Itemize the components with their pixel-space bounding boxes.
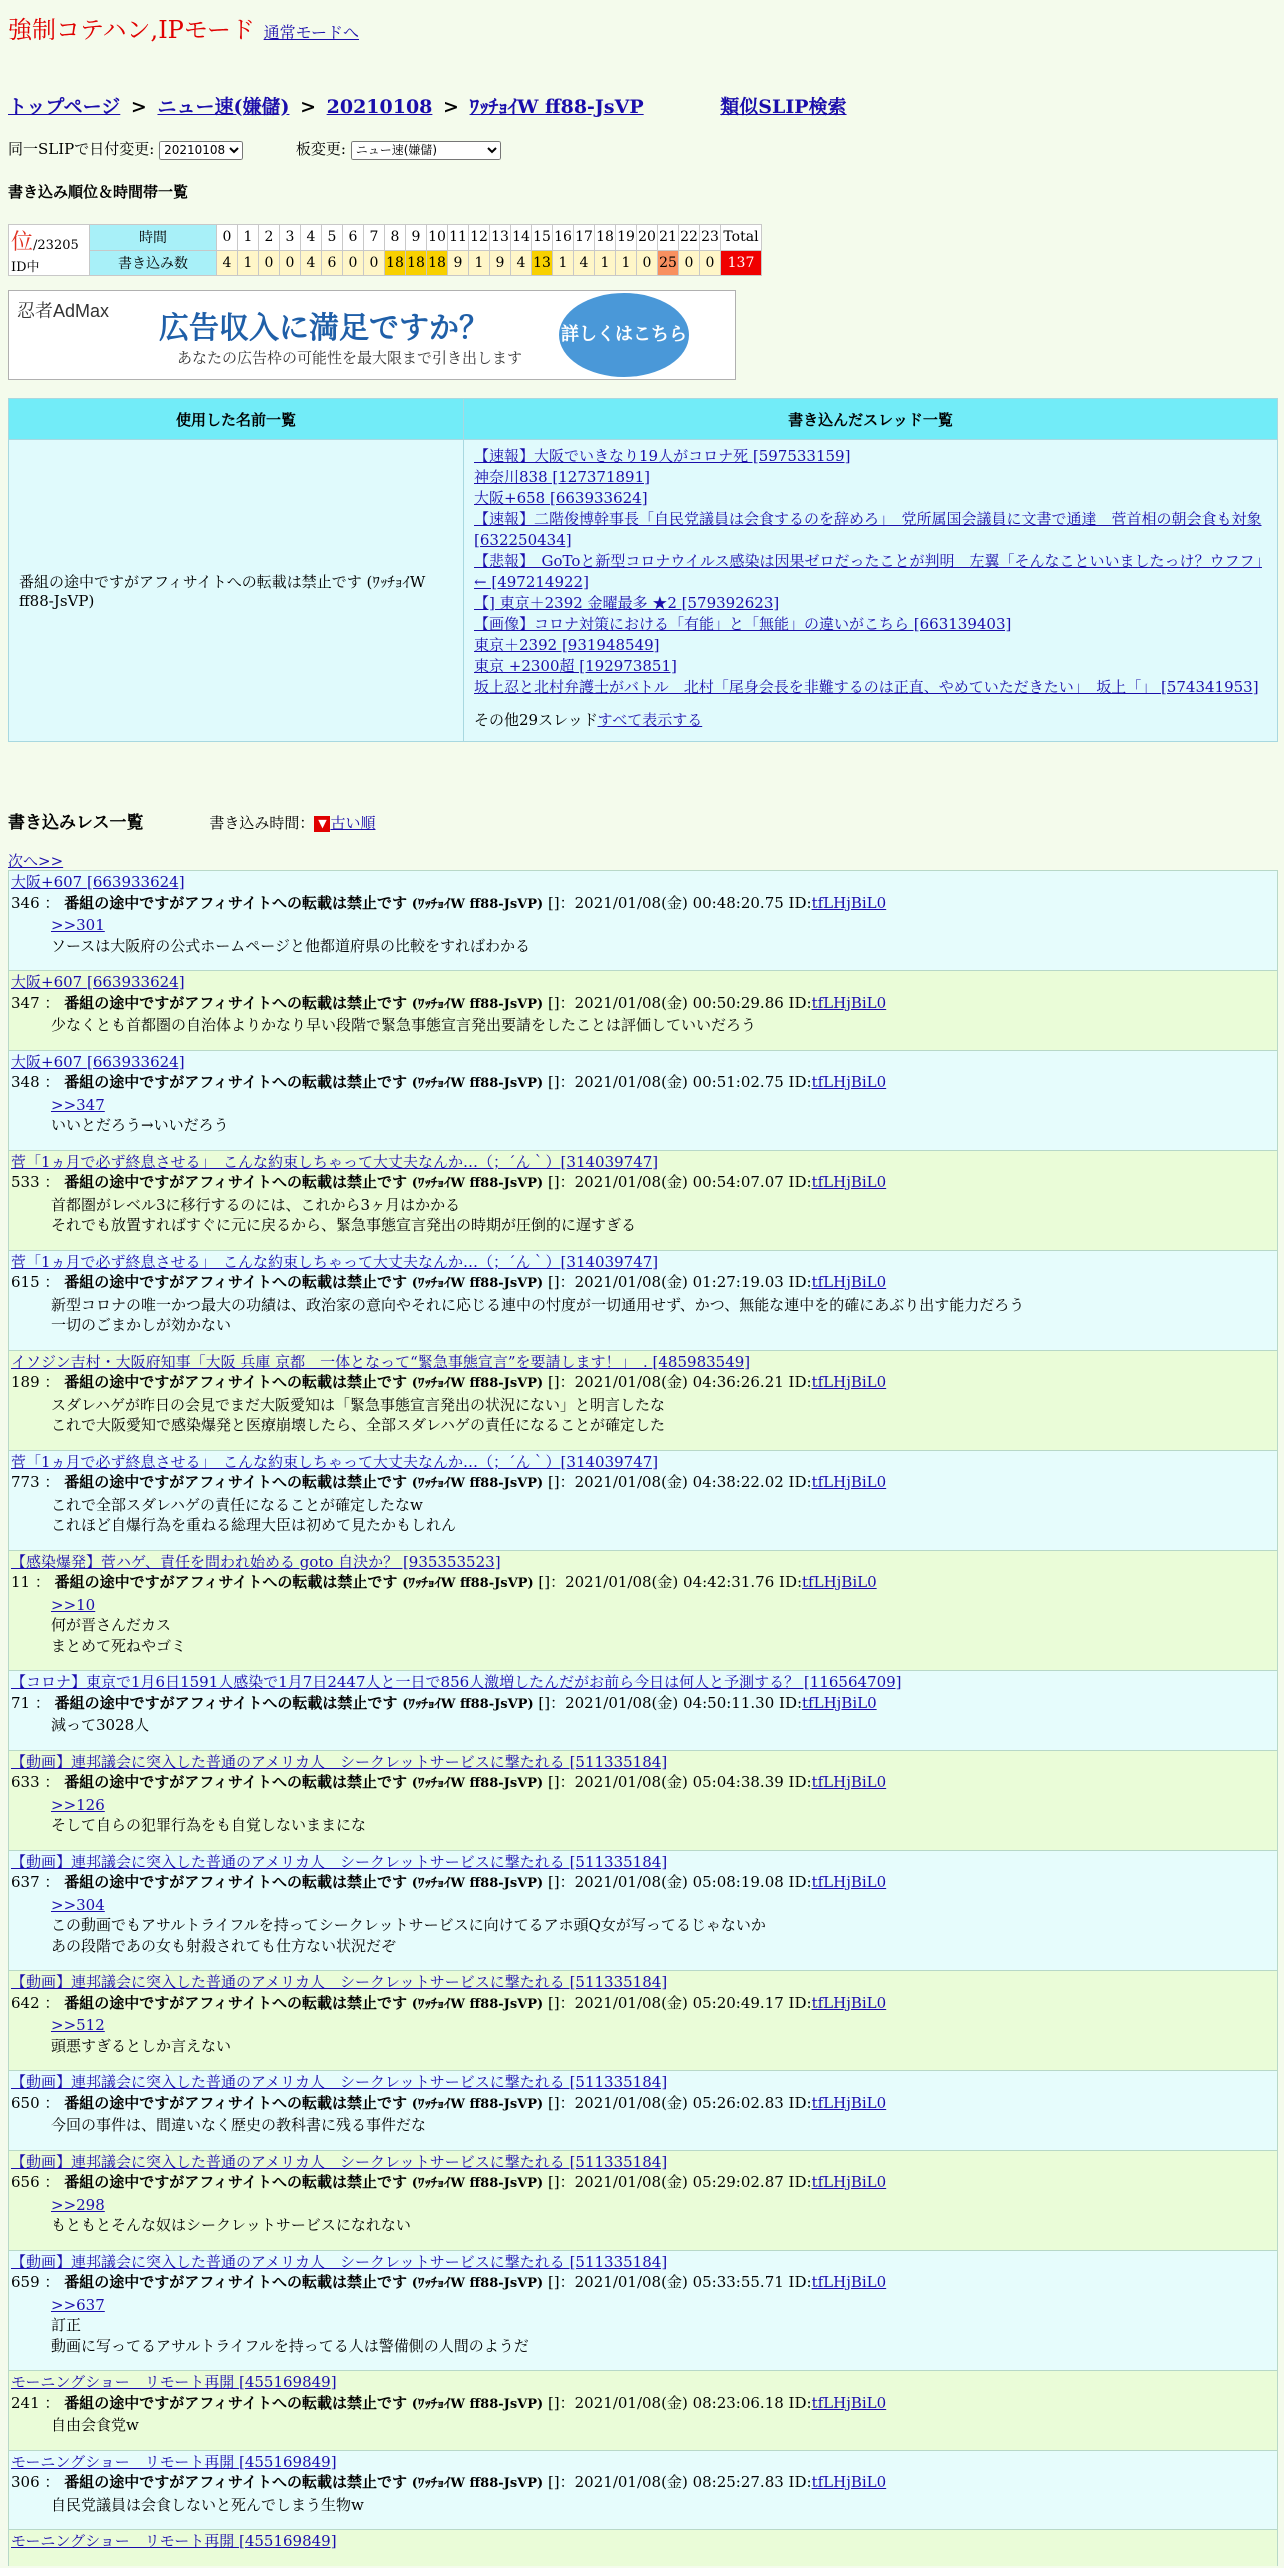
post-meta: 656 ： 番組の途中ですがアフィサイトへの転載は禁止です (ﾜｯﾁｮｲW ff88-JsVP) []：2021/01/08(金) 05:29:02.87 ID:tfLHjBiL0 [11,2173,887,2191]
threads-column-header: 書き込んだスレッド一覧 [464,399,1278,440]
post-thread-link[interactable]: 【動画】連邦議会に突入した普通のアメリカ人 シークレットサービスに撃たれる [511335184] [11,2252,668,2271]
post-line: 今回の事件は、間違いなく歴史の教科書に残る事件だな [51,2116,427,2134]
hour-cell: 13 [490,225,511,251]
hour-cell: 15 [532,225,553,251]
post-date: []：2021/01/08(金) 04:38:22.02 ID: [547,1473,812,1491]
post-date: []：2021/01/08(金) 04:50:11.30 ID: [538,1693,803,1712]
post-line: 少なくとも首都圏の自治体よりかなり早い段階で緊急事態宣言発出要請をしたことは評価していいだろう [51,1016,757,1034]
post-meta: 642 ： 番組の途中ですがアフィサイトへの転載は禁止です (ﾜｯﾁｮｲW ff88-JsVP) []：2021/01/08(金) 05:20:49.17 ID:tfLHjBiL0 [11,1993,887,2012]
post-number: 773 [11,1473,40,1491]
posts-list [8,870,1278,2566]
post-item [8,2150,1278,2250]
post-line: 自由会食党w [51,2416,139,2434]
post-author-name: 番組の途中ですがアフィサイトへの転載は禁止です [54,1573,398,1591]
sort-order-label: 書き込み時間： [209,814,315,832]
breadcrumb-board[interactable]: ニュー速(嫌儲) [157,96,290,118]
post-line: そして自らの犯罪行為をも自覚しないままにな [51,1816,367,1834]
post-line: この動画でもアサルトライフルを持ってシークレットサービスに向けてるアホ頭Q女が写ってるじゃないか [51,1916,766,1934]
post-number: 659 [11,2273,40,2291]
post-meta: 659 ： 番組の途中ですがアフィサイトへの転載は禁止です (ﾜｯﾁｮｲW ff88-JsVP) []：2021/01/08(金) 05:33:55.71 ID:tfLHjBiL0 [11,2273,887,2291]
post-body [11,2295,1275,2357]
post-body [11,2495,1275,2516]
rank-icon: 位 [11,230,34,255]
post-body [11,1795,1275,1836]
hour-cell: 21 [658,225,679,251]
post-date: []：2021/01/08(金) 05:20:49.17 ID: [547,1993,812,2012]
hour-cell: 20 [637,225,658,251]
post-body [11,1715,1275,1736]
post-thread-link[interactable]: 大阪+607 [663933624] [11,973,185,991]
reply-anchor-link[interactable]: >>126 [51,1795,105,1814]
post-trip: (ﾜｯﾁｮｲW ff88-JsVP) [411,2396,544,2412]
post-number: 642 [11,1993,40,2012]
hour-cell: 17 [574,225,595,251]
post-item [8,2250,1278,2371]
breadcrumb [8,92,847,119]
post-date: []：2021/01/08(金) 05:26:02.83 ID: [547,2093,812,2112]
post-trip: (ﾜｯﾁｮｲW ff88-JsVP) [411,1776,544,1791]
post-id-link[interactable]: tfLHjBiL0 [811,2473,887,2491]
post-id-link[interactable]: tfLHjBiL0 [811,893,887,912]
post-thread-link[interactable]: 【動画】連邦議会に突入した普通のアメリカ人 シークレットサービスに撃たれる [511335184] [11,1973,668,1991]
breadcrumb-separator: > [443,96,459,118]
post-trip: (ﾜｯﾁｮｲW ff88-JsVP) [411,1176,544,1191]
post-line: あの段階であの女も射殺されても仕方ない状況だぞ [51,1936,397,1955]
count-cell: 6 [322,250,343,276]
next-page-link[interactable]: 次へ>> [8,852,64,870]
hour-cell: 9 [406,225,427,251]
post-trip: (ﾜｯﾁｮｲW ff88-JsVP) [411,996,544,1012]
post-thread-link[interactable]: イソジン吉村・大阪府知事「大阪 兵庫 京都 一体となって“緊急事態宣言”を要請します！」 . [485983549] [11,1352,751,1371]
post-date: []：2021/01/08(金) 05:08:19.08 ID: [547,1873,812,1891]
post-number: 615 [11,1273,40,1291]
post-line: 自民党議員は会食しないと死んでしまう生物w [51,2495,364,2514]
post-thread-link[interactable]: 菅「1ヵ月で必ず終息させる」 こんな約束しちゃって大丈夫なんか…（；´ん｀）[314039747] [11,1452,659,1471]
count-cell: 0 [280,250,301,276]
count-cell: 18 [406,250,427,276]
post-meta: 348 ： 番組の途中ですがアフィサイトへの転載は禁止です (ﾜｯﾁｮｲW ff88-JsVP) []：2021/01/08(金) 00:51:02.75 ID:tfLHjBiL0 [11,1073,887,1091]
post-trip: (ﾜｯﾁｮｲW ff88-JsVP) [411,1476,544,1491]
names-threads-table [8,398,1278,742]
post-item [8,1850,1278,1971]
hour-cell: 19 [616,225,637,251]
ad-banner[interactable] [8,290,736,380]
rank-cell [9,225,90,276]
count-cell: 4 [574,250,595,276]
post-trip: (ﾜｯﾁｮｲW ff88-JsVP) [411,1996,544,2012]
post-date: []：2021/01/08(金) 00:54:07.07 ID: [547,1173,812,1191]
post-id-link[interactable]: tfLHjBiL0 [811,1073,887,1091]
reply-anchor-link[interactable]: >>304 [51,1895,105,1914]
thread-link[interactable]: 【速報】二階俊博幹事長「自民党議員は会食するのを辞めろ」 党所属国会議員に文書で通達 菅首相の朝会食も対象 [632250434] [474,510,1262,549]
post-trip: (ﾜｯﾁｮｲW ff88-JsVP) [411,1376,544,1391]
count-cell: 0 [637,250,658,276]
posts-section-header [8,808,375,833]
post-body [11,2015,1275,2056]
count-cell: 9 [448,250,469,276]
post-date: []：2021/01/08(金) 08:23:06.18 ID: [547,2393,812,2412]
post-item [8,1670,1278,1750]
post-item [8,1350,1278,1450]
post-date: []：2021/01/08(金) 00:50:29.86 ID: [547,993,812,1012]
sort-order [209,814,375,832]
post-line: まとめて死ねやゴミ [51,1636,187,1655]
ad-headline: 広告収入に満足ですか？ [159,312,489,345]
hour-cell: 0 [217,225,238,251]
thread-link[interactable]: 【画像】コロナ対策における「有能」と「無能」の違いがこちら [663139403] [474,615,1012,633]
count-cell: 18 [427,250,448,276]
post-line: 首都圏がレベル3に移行するのには、これから3ヶ月はかかる [51,1195,461,1214]
post-item [8,870,1278,970]
post-body [11,2195,1275,2236]
post-thread-link[interactable]: 【動画】連邦議会に突入した普通のアメリカ人 シークレットサービスに撃たれる [511335184] [11,2073,668,2091]
board-select[interactable] [351,141,501,160]
post-id-link[interactable]: tfLHjBiL0 [811,2273,887,2291]
count-cell: 4 [217,250,238,276]
post-meta: 189 ： 番組の途中ですがアフィサイトへの転載は禁止です (ﾜｯﾁｮｲW ff88-JsVP) []：2021/01/08(金) 04:36:26.21 ID:tfLHjBiL0 [11,1373,887,1391]
ad-details-button[interactable]: 詳しくはこちら [559,293,689,377]
post-line: ソースは大阪府の公式ホームページと他都道府県の比較をすればわかる [51,936,530,955]
post-trip: (ﾜｯﾁｮｲW ff88-JsVP) [411,2276,544,2291]
post-number: 241 [11,2393,40,2412]
normal-mode-link[interactable]: 通常モードへ [263,23,360,42]
post-number: 306 [11,2473,40,2491]
post-item [8,1450,1278,1550]
count-cell: 1 [616,250,637,276]
rank-text: /23205 ID中 [11,238,79,275]
thread-link[interactable]: 神奈川838 [127371891] [474,468,650,486]
hour-cell: 18 [595,225,616,251]
count-cell: 0 [343,250,364,276]
hour-cell: 11 [448,225,469,251]
post-meta: 241 ： 番組の途中ですがアフィサイトへの転載は禁止です (ﾜｯﾁｮｲW ff88-JsVP) []：2021/01/08(金) 08:23:06.18 ID:tfLHjBiL0 [11,2393,887,2412]
breadcrumb-date[interactable]: 20210108 [326,96,433,118]
breadcrumb-slip[interactable]: ﾜｯﾁｮｲW ff88-JsVP [469,96,644,118]
sort-down-icon: ▼ [314,816,330,832]
post-number: 650 [11,2093,40,2112]
show-all-link[interactable]: すべて表示する [597,711,703,729]
more-threads-count: その他29スレッド [474,711,598,729]
post-line: それでも放置すればすぐに元に戻るから、緊急事態宣言発出の時期が圧倒的に遅すぎる [51,1216,637,1234]
post-item [8,1250,1278,1350]
oldest-first-link[interactable]: 古い順 [330,814,376,832]
hour-cell: 4 [301,225,322,251]
post-id-link[interactable]: tfLHjBiL0 [811,1873,887,1891]
post-item [8,1550,1278,1671]
post-number: 11 [11,1573,31,1591]
count-cell: 4 [511,250,532,276]
post-trip: (ﾜｯﾁｮｲW ff88-JsVP) [411,1876,544,1891]
mode-title: 強制コテハン,IPモード [8,16,255,44]
post-body [11,1395,1275,1436]
reply-anchor-link[interactable]: >>637 [51,2295,105,2314]
post-body [11,2415,1275,2436]
post-body [11,1295,1275,1336]
hour-cell: 23 [700,225,721,251]
reply-anchor-link[interactable]: >>298 [51,2195,105,2214]
post-id-link[interactable]: tfLHjBiL0 [811,2173,887,2191]
breadcrumb-separator: > [300,96,316,118]
post-thread-link[interactable]: 【動画】連邦議会に突入した普通のアメリカ人 シークレットサービスに撃たれる [511335184] [11,1852,668,1871]
post-thread-link[interactable]: 【動画】連邦議会に突入した普通のアメリカ人 シークレットサービスに撃たれる [511335184] [11,2152,668,2171]
post-body [11,1095,1275,1136]
thread-link[interactable]: 東京 +2300超 [192973851] [474,657,677,675]
post-author-name: 番組の途中ですがアフィサイトへの転載は禁止です [64,2173,407,2191]
post-author-name: 番組の途中ですがアフィサイトへの転載は禁止です [64,2093,407,2112]
count-cell: 9 [490,250,511,276]
post-date: []：2021/01/08(金) 04:42:31.76 ID: [538,1573,803,1591]
reply-anchor-link[interactable]: >>301 [51,916,105,934]
post-author-name: 番組の途中ですがアフィサイトへの転載は禁止です [64,1373,407,1391]
post-trip: (ﾜｯﾁｮｲW ff88-JsVP) [411,2176,544,2191]
post-date: []：2021/01/08(金) 05:04:38.39 ID: [547,1773,812,1791]
hour-cell: 10 [427,225,448,251]
post-date: []：2021/01/08(金) 04:36:26.21 ID: [547,1373,812,1391]
post-item [8,2450,1278,2530]
post-meta: 347 ： 番組の途中ですがアフィサイトへの転載は禁止です (ﾜｯﾁｮｲW ff88-JsVP) []：2021/01/08(金) 00:50:29.86 ID:tfLHjBiL0 [11,993,887,1012]
post-body [11,915,1275,956]
post-meta: 11 ： 番組の途中ですがアフィサイトへの転載は禁止です (ﾜｯﾁｮｲW ff88-JsVP) []：2021/01/08(金) 04:42:31.76 ID:tfLHjBiL0 [11,1573,877,1591]
post-author-name: 番組の途中ですがアフィサイトへの転載は禁止です [64,1873,407,1891]
ranking-title: 書き込み順位＆時間帯一覧 [8,183,189,201]
date-change-label: 同一SLIPで日付変更: [8,140,155,158]
post-author-name: 番組の途中ですがアフィサイトへの転載は禁止です [64,1273,407,1291]
post-trip: (ﾜｯﾁｮｲW ff88-JsVP) [411,2476,544,2491]
post-body [11,1895,1275,1957]
hour-cell: 1 [238,225,259,251]
post-line: スダレハゲが昨日の会見でまだ大阪愛知は「緊急事態宣言発出の状況にない」と明言したな [51,1395,665,1414]
reply-anchor-link[interactable]: >>512 [51,2016,105,2034]
thread-link[interactable]: 【速報】大阪でいきなり19人がコロナ死 [597533159] [474,447,851,465]
post-meta: 637 ： 番組の途中ですがアフィサイトへの転載は禁止です (ﾜｯﾁｮｲW ff88-JsVP) []：2021/01/08(金) 05:08:19.08 ID:tfLHjBiL0 [11,1873,887,1891]
post-line: これで全部スダレハゲの責任になることが確定したなw [51,1495,423,1514]
post-date: []：2021/01/08(金) 05:29:02.87 ID: [547,2173,812,2191]
post-body [11,1195,1275,1236]
hours-row [9,225,762,251]
post-author-name: 番組の途中ですがアフィサイトへの転載は禁止です [64,1473,407,1491]
breadcrumb-separator: > [130,96,147,118]
hour-cell: 16 [553,225,574,251]
post-body [11,2115,1275,2136]
post-trip: (ﾜｯﾁｮｲW ff88-JsVP) [411,2096,544,2112]
post-author-name: 番組の途中ですがアフィサイトへの転載は禁止です [64,1073,407,1091]
count-cell: 25 [658,250,679,276]
hour-cell: 2 [259,225,280,251]
post-item [8,1050,1278,1150]
count-cell: 1 [238,250,259,276]
post-thread-link[interactable]: 菅「1ヵ月で必ず終息させる」 こんな約束しちゃって大丈夫なんか…（；´ん｀）[314039747] [11,1252,659,1271]
post-item [8,970,1278,1050]
breadcrumb-top[interactable]: トップページ [8,96,121,118]
post-id-link[interactable]: tfLHjBiL0 [811,1773,887,1791]
post-number: 533 [11,1173,40,1191]
post-meta: 346 ： 番組の途中ですがアフィサイトへの転載は禁止です (ﾜｯﾁｮｲW ff88-JsVP) []：2021/01/08(金) 00:48:20.75 ID:tfLHjBiL0 [11,893,887,912]
counts-row [9,250,762,276]
post-id-link[interactable]: tfLHjBiL0 [811,1273,887,1291]
posts-section-title: 書き込みレス一覧 [8,813,144,833]
post-thread-link[interactable]: モーニングショー リモート再開 [455169849] [11,2373,337,2391]
post-trip: (ﾜｯﾁｮｲW ff88-JsVP) [411,896,544,912]
post-number: 633 [11,1773,40,1791]
count-cell: 0 [679,250,700,276]
post-author-name: 番組の途中ですがアフィサイトへの転載は禁止です [64,893,407,912]
post-meta: 650 ： 番組の途中ですがアフィサイトへの転載は禁止です (ﾜｯﾁｮｲW ff88-JsVP) []：2021/01/08(金) 05:26:02.83 ID:tfLHjBiL0 [11,2093,887,2112]
post-item [8,1150,1278,1250]
post-number: 656 [11,2173,40,2191]
count-cell: 0 [364,250,385,276]
hour-cell: 5 [322,225,343,251]
post-id-link[interactable]: tfLHjBiL0 [811,993,887,1012]
post-item [8,2529,1278,2566]
count-cell: 1 [595,250,616,276]
thread-link[interactable]: 【悲報】 GoToと新型コロナウイルス感染は因果ゼロだったことが判明 左翼「そんなこといいましたっけ？ウフフ」← [497214922] [474,552,1262,591]
post-thread-link[interactable]: 大阪+607 [663933624] [11,873,185,891]
hour-cell: 8 [385,225,406,251]
count-cell: 137 [721,250,762,276]
post-date: []：2021/01/08(金) 08:25:27.83 ID: [547,2473,812,2491]
post-meta: 306 ： 番組の途中ですがアフィサイトへの転載は禁止です (ﾜｯﾁｮｲW ff88-JsVP) []：2021/01/08(金) 08:25:27.83 ID:tfLHjBiL0 [11,2473,887,2491]
hour-cell: 7 [364,225,385,251]
post-thread-link[interactable]: 【感染爆発】菅ハゲ、責任を問われ始める goto 自決か？ [935353523] [11,1552,501,1571]
post-meta: 773 ： 番組の途中ですがアフィサイトへの転載は禁止です (ﾜｯﾁｮｲW ff88-JsVP) []：2021/01/08(金) 04:38:22.02 ID:tfLHjBiL0 [11,1473,887,1491]
post-thread-link[interactable]: 大阪+607 [663933624] [11,1052,185,1071]
post-number: 637 [11,1873,40,1891]
post-trip: (ﾜｯﾁｮｲW ff88-JsVP) [402,1576,534,1591]
post-meta: 533 ： 番組の途中ですがアフィサイトへの転載は禁止です (ﾜｯﾁｮｲW ff88-JsVP) []：2021/01/08(金) 00:54:07.07 ID:tfLHjBiL0 [11,1173,887,1191]
post-meta: 633 ： 番組の途中ですがアフィサイトへの転載は禁止です (ﾜｯﾁｮｲW ff88-JsVP) []：2021/01/08(金) 05:04:38.39 ID:tfLHjBiL0 [11,1773,887,1791]
used-name: 番組の途中ですがアフィサイトへの転載は禁止です (ﾜｯﾁｮｲW ff88-JsVP) [9,440,464,742]
post-line: 訂正 [51,2316,82,2334]
post-author-name: 番組の途中ですがアフィサイトへの転載は禁止です [64,1993,407,2012]
post-date: []：2021/01/08(金) 01:27:19.03 ID: [547,1273,812,1291]
hour-cell: 3 [280,225,301,251]
hourly-stats-table [8,224,762,276]
hour-cell: 14 [511,225,532,251]
post-id-link[interactable]: tfLHjBiL0 [811,1473,887,1491]
post-thread-link[interactable]: 【コロナ】東京で1月6日1591人感染で1月7日2447人と一日で856人激増したんだがお前ら今日は何人と予測する？ [116564709] [11,1673,902,1691]
post-trip: (ﾜｯﾁｮｲW ff88-JsVP) [402,1696,534,1712]
post-author-name: 番組の途中ですがアフィサイトへの転載は禁止です [64,2273,407,2291]
thread-link[interactable]: 大阪+658 [663933624] [474,489,648,507]
post-number: 189 [11,1373,40,1391]
count-label: 書き込み数 [90,250,217,276]
similar-slip-search-link[interactable]: 類似SLIP検索 [720,96,847,118]
post-line: これほど自爆行為を重ねる総理大臣は初めて見たかもしれん [51,1516,457,1534]
ad-logo: 忍者AdMax [17,301,110,321]
post-thread-link[interactable]: モーニングショー リモート再開 [455169849] [11,2532,337,2550]
post-line: これで大阪愛知で感染爆発と医療崩壊したら、全部スダレハゲの責任になることが確定した [51,1416,665,1434]
post-author-name: 番組の途中ですがアフィサイトへの転載は禁止です [54,1693,398,1712]
selector-row [8,138,501,160]
post-date: []：2021/01/08(金) 00:48:20.75 ID: [547,893,812,912]
post-id-link[interactable]: tfLHjBiL0 [802,1573,877,1591]
post-line: 減って3028人 [51,1716,150,1734]
post-number: 346 [11,893,40,912]
post-thread-link[interactable]: 【動画】連邦議会に突入した普通のアメリカ人 シークレットサービスに撃たれる [511335184] [11,1752,668,1771]
hour-cell: 22 [679,225,700,251]
post-author-name: 番組の途中ですがアフィサイトへの転載は禁止です [64,1773,407,1791]
post-date: []：2021/01/08(金) 05:33:55.71 ID: [547,2273,812,2291]
count-cell: 13 [532,250,553,276]
post-meta: 71 ： 番組の途中ですがアフィサイトへの転載は禁止です (ﾜｯﾁｮｲW ff88-JsVP) []：2021/01/08(金) 04:50:11.30 ID:tfLHjBiL0 [11,1693,877,1712]
header [8,10,359,45]
hour-cell: 6 [343,225,364,251]
post-author-name: 番組の途中ですがアフィサイトへの転載は禁止です [64,2473,407,2491]
post-item [8,1750,1278,1850]
post-number: 348 [11,1073,40,1091]
reply-anchor-link[interactable]: >>347 [51,1095,105,1114]
post-line: 一切のごまかしが効かない [51,1316,232,1334]
post-number: 71 [11,1693,31,1712]
post-line: 何が晋さんだカス [51,1616,172,1634]
post-id-link[interactable]: tfLHjBiL0 [811,2393,887,2412]
count-cell: 18 [385,250,406,276]
names-column-header: 使用した名前一覧 [9,399,464,440]
post-meta: 615 ： 番組の途中ですがアフィサイトへの転載は禁止です (ﾜｯﾁｮｲW ff88-JsVP) []：2021/01/08(金) 01:27:19.03 ID:tfLHjBiL0 [11,1273,887,1291]
post-date: []：2021/01/08(金) 00:51:02.75 ID: [547,1073,812,1091]
post-item [8,2070,1278,2150]
post-line: 新型コロナの唯一かつ最大の功績は、政治家の意向やそれに応じる連中の忖度が一切通用せず、かつ、無能な連中を的確にあぶり出す能力だろう [51,1295,1025,1314]
post-id-link[interactable]: tfLHjBiL0 [811,2093,887,2112]
post-id-link[interactable]: tfLHjBiL0 [811,1173,887,1191]
count-cell: 1 [553,250,574,276]
post-id-link[interactable]: tfLHjBiL0 [811,1993,887,2012]
post-body [11,1495,1275,1536]
post-id-link[interactable]: tfLHjBiL0 [811,1373,887,1391]
count-cell: 0 [259,250,280,276]
post-line: いいとだろう→いいだろう [51,1116,229,1134]
post-author-name: 番組の途中ですがアフィサイトへの転載は禁止です [64,993,407,1012]
post-trip: (ﾜｯﾁｮｲW ff88-JsVP) [411,1076,544,1091]
thread-list [464,440,1278,742]
post-item [8,2370,1278,2450]
post-line: もともとそんな奴はシークレットサービスになれない [51,2216,411,2234]
count-cell: 4 [301,250,322,276]
post-author-name: 番組の途中ですがアフィサイトへの転載は禁止です [64,2393,407,2412]
reply-anchor-link[interactable]: >>10 [51,1595,96,1614]
post-line: 動画に写ってるアサルトライフルを持ってる人は警備側の人間のようだ [51,2336,529,2355]
thread-link[interactable]: 坂上忍と北村弁護士がバトル 北村「尾身会長を非難するのは正直、やめていただきたい」 坂上「」 [574341953] [474,678,1259,696]
post-body [11,1015,1275,1036]
post-author-name: 番組の途中ですがアフィサイトへの転載は禁止です [64,1173,407,1191]
thread-link[interactable]: 東京＋2392 [931948549] [474,636,660,654]
hour-cell: Total [721,225,762,251]
post-body [11,1595,1275,1657]
post-thread-link[interactable]: モーニングショー リモート再開 [455169849] [11,2452,337,2471]
thread-links [474,446,1267,698]
more-threads [474,710,1267,731]
post-id-link[interactable]: tfLHjBiL0 [802,1693,877,1712]
post-thread-link[interactable]: 菅「1ヵ月で必ず終息させる」 こんな約束しちゃって大丈夫なんか…（；´ん｀）[314039747] [11,1152,659,1171]
post-trip: (ﾜｯﾁｮｲW ff88-JsVP) [411,1276,544,1291]
board-change-label: 板変更: [295,140,346,158]
thread-link[interactable]: 【] 東京＋2392 金曜最多 ★2 [579392623] [474,594,780,612]
count-cell: 0 [700,250,721,276]
count-cell: 1 [469,250,490,276]
post-number: 347 [11,993,40,1012]
post-item [8,1970,1278,2070]
ad-subtext: あなたの広告枠の可能性を最大限まで引き出します [177,350,523,367]
hour-cell: 12 [469,225,490,251]
post-line: 頭悪すぎるとしか言えない [51,2036,232,2055]
time-label: 時間 [90,225,217,251]
date-select[interactable] [159,141,243,160]
